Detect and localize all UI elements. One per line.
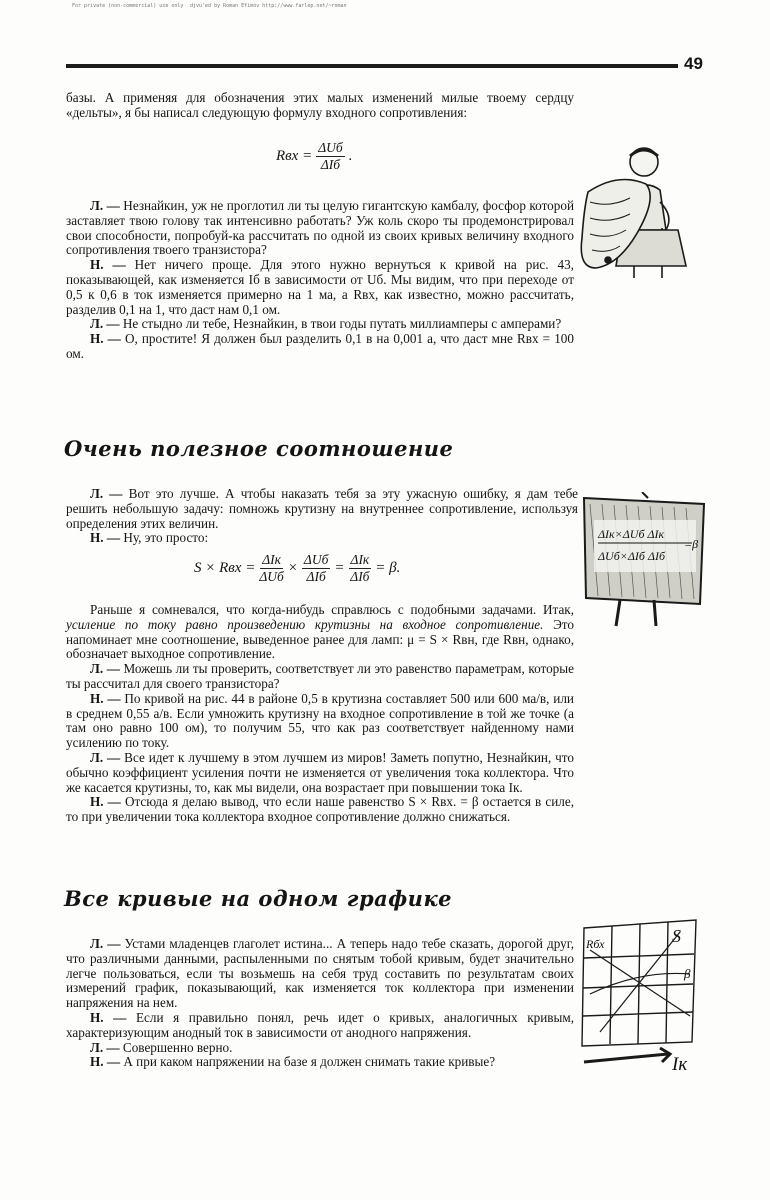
section1-body (66, 603, 574, 825)
fraction-num: ΔUб (303, 552, 329, 567)
text-part: Раньше я сомневался, что когда-нибудь справлюсь с подобными задачами. Итак, (90, 602, 574, 617)
line-text: Можешь ли ты проверить, соответствует ли это равенство параметрам, которые ты рассчитал для своего транзистора? (66, 661, 574, 691)
speaker: Н. — (90, 530, 121, 546)
dialogue-line (66, 795, 574, 825)
page-number: 49 (684, 54, 703, 73)
paragraph-after-formula (66, 603, 574, 662)
line-text: Вот это лучше. А чтобы наказать тебя за эту ужасную ошибку, я дам тебе решить небольшую задачу: помножь крутизну на внутреннее сопротивление, используя определения этих величин. (66, 486, 579, 531)
fraction-num: ΔUб (318, 140, 343, 155)
line-text: Если я правильно понял, речь идет о кривых, аналогичных кривым, характеризующим анодный ток в зависимости от анодного напряжения. (66, 1009, 574, 1040)
line-text: Нет ничего проще. Для этого нужно вернуться к кривой на рис. 43, показывающей, как изменяется Iб в зависимости от Uб. Мы видим, что при переходе от 0,5 к 0,6 в ток изменяется примерно на 1 ма, а Rвх, как известно, можно рассчитать, разделив 0,1 на 1, что даст нам 0,1 ом. (66, 257, 574, 317)
dialogue-line (66, 487, 578, 531)
chalkboard-illustration (580, 492, 710, 628)
curves-graph-illustration (580, 912, 706, 1082)
fraction-den: ΔIб (320, 157, 341, 172)
speaker: Н. — (90, 690, 121, 706)
line-text: Незнайкин, уж не проглотил ли ты целую гигантскую камбалу, фосфор которой заставляет твою голову так интенсивно работать? Уж коль скоро ты продемонстрировал свои способности, попробуй-ка рассчитать по одной из своих кривых величину входного сопротивления твоего транзистора? (66, 198, 575, 258)
line-text: О, простите! Я должен был разделить 0,1 в на 0,001 а, что даст мне Rвх = 100 ом. (66, 331, 574, 361)
fraction-den: ΔUб (259, 569, 284, 584)
line-text: Совершенно верно. (119, 1039, 233, 1055)
formula-lhs: S × Rвх = (194, 560, 256, 576)
dialogue-line (66, 317, 574, 332)
speaker: Л. — (90, 936, 121, 951)
fraction-2 (302, 552, 330, 585)
speaker: Н. — (90, 794, 121, 810)
graph-label-beta: β (684, 966, 691, 981)
dialogue-line (66, 258, 574, 317)
speaker: Н. — (90, 1009, 127, 1025)
dialogue-line (66, 751, 574, 795)
italic-text: усиление по току равно произведению крутизны на входное сопротивление. (66, 616, 544, 632)
dialogue-line (66, 332, 574, 362)
section1-dialogue-a (66, 487, 578, 546)
speaker: Н. — (90, 1054, 121, 1070)
formula-s-times-r (194, 552, 400, 585)
speaker: Л. — (90, 661, 120, 677)
board-formula-top: ΔIк×ΔUб ΔIк (598, 527, 665, 541)
speaker: Л. — (90, 316, 120, 332)
dialogue-line (66, 531, 578, 546)
formula-fraction (316, 140, 344, 173)
intro-dialogue (66, 199, 574, 362)
board-formula-bottom: ΔUб×ΔIб ΔIб (598, 549, 665, 563)
board-beta: =β (684, 537, 699, 551)
man-eating-fish-illustration (578, 142, 698, 292)
fraction-3 (349, 552, 372, 585)
dialogue-line (66, 692, 574, 751)
intro-paragraph: базы. А применяя для обозначения этих малых изменений милые твоему сердцу «дельты», я бы написал следующую формулу входного сопротивления: (66, 90, 574, 120)
speaker: Н. — (90, 331, 121, 347)
fraction-den: ΔIб (306, 569, 326, 584)
dialogue-line (66, 662, 574, 692)
header-note-left: For private (non-commercial) use only (72, 3, 184, 9)
formula-tail: . (348, 148, 353, 164)
equals-sign: = (334, 560, 345, 576)
times-sign: × (287, 560, 298, 576)
line-text: Не стыдно ли тебе, Незнайкин, в твои годы путать миллиамперы с амперами? (119, 316, 562, 332)
section-heading-useful-relation: Очень полезное соотношение (64, 436, 454, 461)
dialogue-line (66, 1011, 574, 1041)
text-part: Это напоминает мне соотношение, выведенное ранее для ламп: μ = S × Rвн, где Rвн, однако, обозначает выходное сопротивление. (66, 616, 574, 662)
line-text: Все идет к лучшему в этом лучшем из миров! Заметь попутно, Незнайкин, что обычно коэффициент усиления почти не изменяется от увеличения тока коллектора. Что же касается крутизны, то, как мы видели, она возрастает при повышении тока Iк. (66, 749, 574, 795)
graph-label-rbx: Rбх (586, 937, 605, 951)
fraction-num: ΔIк (262, 552, 281, 567)
dialogue-line (66, 1055, 574, 1070)
header-rule (66, 64, 678, 68)
header-note-right: djvu'ed by Roman Efimov http://www.farlep.net/~roman (190, 3, 347, 9)
formula-rhs: = β. (375, 560, 401, 576)
section2-dialogue (66, 937, 574, 1070)
dialogue-line (66, 1041, 574, 1056)
speaker: Н. — (90, 257, 126, 273)
fraction-1 (259, 552, 283, 585)
fraction-den: ΔIб (350, 569, 370, 584)
speaker: Л. — (90, 486, 123, 501)
line-text: По кривой на рис. 44 в районе 0,5 в крутизна составляет 500 или 600 ма/в, или в среднем 0,55 а/в. Если умножить крутизну на входное сопротивление в той же точке (а там оно равно 100 ом), то получим 55, что как раз соответствует найденному нами усилению по току. (66, 690, 574, 751)
dialogue-line (66, 937, 574, 1011)
formula-lhs: Rвх = (276, 148, 313, 164)
section-heading-all-curves: Все кривые на одном графике (64, 886, 453, 911)
formula-rvx (276, 140, 352, 173)
graph-label-ik: Iк (672, 1054, 688, 1075)
line-text: Отсюда я делаю вывод, что если наше равенство S × Rвх. = β остается в силе, то при увеличении тока коллектора входное сопротивление должно снижаться. (66, 794, 574, 825)
dialogue-line (66, 199, 574, 258)
line-text: Ну, это просто: (120, 530, 209, 546)
graph-label-s: S (672, 926, 681, 946)
speaker: Л. — (90, 1039, 120, 1055)
fraction-num: ΔIк (350, 552, 370, 567)
speaker: Л. — (90, 749, 121, 765)
line-text: А при каком напряжении на базе я должен снимать такие кривые? (120, 1054, 496, 1070)
line-text: Устами младенцев глаголет истина... А теперь надо тебе сказать, дорогой друг, что различными данными, распыленными по снятым тобой кривым, будет значительно легче пользоваться, если ты возьмешь на себя труд составить по результатам своих измерений график, показывающий, как изменяется ток коллектора при изменении напряжения на нем. (66, 936, 574, 1011)
speaker: Л. — (90, 198, 120, 213)
